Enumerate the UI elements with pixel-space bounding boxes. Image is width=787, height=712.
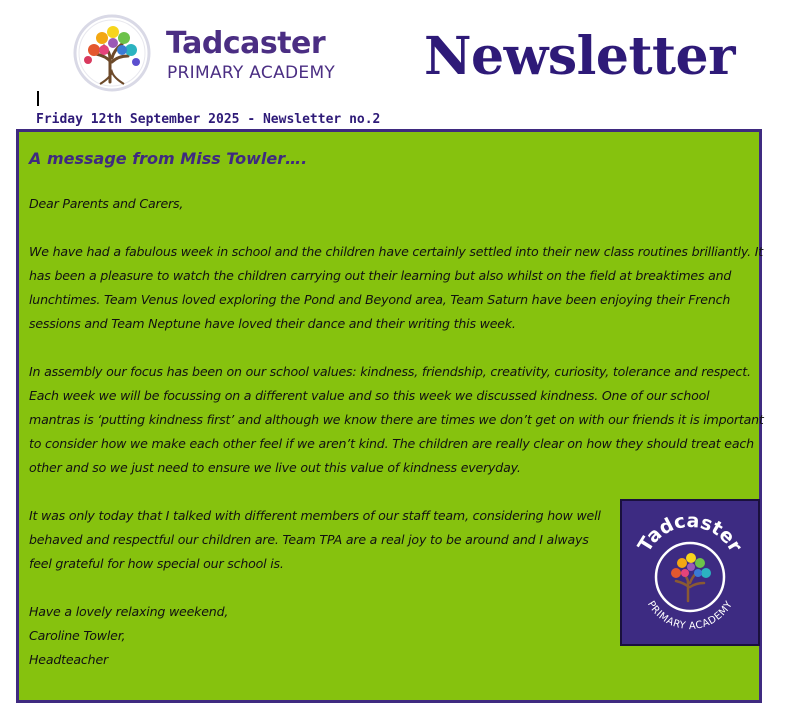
tree-logo-icon [66,12,158,94]
school-badge [620,499,760,646]
logo-school-name: Tadcaster [166,26,326,61]
logo-school-subtitle: PRIMARY ACADEMY [167,63,336,83]
badge-bottom-text: PRIMARY ACADEMY [644,599,736,633]
message-box [16,129,762,703]
newsletter-header [0,0,787,130]
newsletter-dateline: Friday 12th September 2025 - Newsletter no.2 [36,112,381,127]
signoff-line: Have a lovely relaxing weekend, [29,604,229,619]
letter-greeting: Dear Parents and Carers, [29,196,184,211]
badge-top-text: Tadcaster [633,509,747,556]
message-heading: A message from Miss Towler…. [29,149,308,168]
page-title: Newsletter [424,26,736,87]
letter-paragraph: It was only today that I talked with different members of our staff team, considering how well behaved and respectful our children are. Team TPA are a real joy to be around and I always feel grateful for how special our school is. [29,508,601,571]
letter-paragraph: In assembly our focus has been on our school values: kindness, friendship, creativity, curiosity, tolerance and respect. Each week we will be focussing on a different value and so this week we discussed kindness. One of our school mantras is ‘putting kindness first’ and although we know there are times we don’t get on with our friends it is important to consider how we make each other feel if we aren’t kind. The children are really clear on how they should treat each other and so we just need to ensure we live out this value of kindness everyday. [29,364,764,475]
text-cursor [37,91,39,106]
badge-emblem-icon [622,501,758,644]
signoff-role: Headteacher [29,652,108,667]
signoff-name: Caroline Towler, [29,628,126,643]
letter-paragraph: We have had a fabulous week in school and the children have certainly settled into their new class routines brilliantly. It has been a pleasure to watch the children carrying out their learning but also whilst on the field at breaktimes and lunchtimes. Team Venus loved exploring the Pond and Beyond area, Team Saturn have been enjoying their French sessions and Team Neptune have loved their dance and their writing this week. [29,244,764,331]
school-logo [66,12,366,94]
